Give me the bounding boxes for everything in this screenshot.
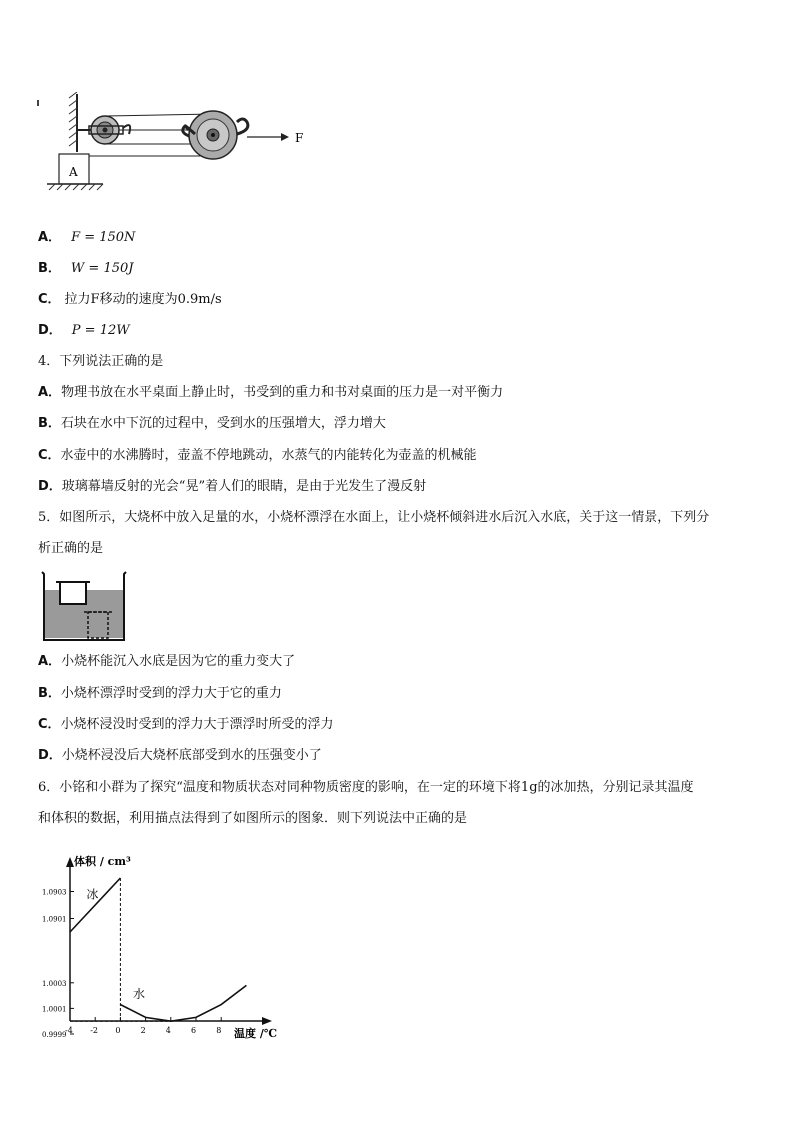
q5-option-a: A．小烧杯能沉入水底是因为它的重力变大了 <box>38 654 296 669</box>
x-tick-label: 4 <box>165 1026 171 1035</box>
stray-mark <box>37 100 39 106</box>
q5-option-c: C．小烧杯浸没时受到的浮力大于漂浮时所受的浮力 <box>38 717 334 732</box>
y-tick-label: 1.0903 <box>42 888 67 897</box>
force-label: F <box>295 131 304 145</box>
q3-option-c: C． 拉力F移动的速度为0.9m/s <box>38 292 222 307</box>
x-axis-arrow <box>262 1017 272 1025</box>
q5-option-b: B．小烧杯漂浮时受到的浮力大于它的重力 <box>38 686 282 701</box>
q4-option-c: C．水壶中的水沸腾时，壶盖不停地跳动，水蒸气的内能转化为壶盖的机械能 <box>38 448 477 463</box>
q3-option-a: A． F = 150N <box>38 230 136 245</box>
y-tick-label: 0.9999 <box>42 1031 67 1039</box>
beaker-figure <box>40 570 130 642</box>
ice-annotation: 冰 <box>86 887 99 902</box>
y-axis-arrow <box>66 857 74 867</box>
x-tick-label: 2 <box>140 1026 146 1035</box>
x-tick-label: -4 <box>65 1026 73 1035</box>
block-label: A <box>69 165 78 179</box>
q3-option-d: D． P = 12W <box>38 323 130 338</box>
x-axis-label: 温度 /℃ <box>234 1027 278 1040</box>
q4-option-b: B．石块在水中下沉的过程中，受到水的压强增大，浮力增大 <box>38 416 386 431</box>
volume-temperature-chart <box>30 845 300 1040</box>
q6-stem-line1: 6．小铭和小群为了探究“温度和物质状态对同种物质密度的影响，在一定的环境下将1g的冰加热，分别记录其温度 <box>38 780 694 795</box>
q4-stem: 4．下列说法正确的是 <box>38 354 164 369</box>
q4-option-d: D．玻璃幕墙反射的光会“晃”着人们的眼睛，是由于光发生了漫反射 <box>38 479 427 494</box>
y-tick-label: 1.0901 <box>42 915 67 924</box>
x-tick-label: 6 <box>191 1026 197 1035</box>
water-annotation: 水 <box>133 987 146 1002</box>
q3-option-b: B． W = 150J <box>38 261 134 276</box>
x-tick-label: -2 <box>90 1026 98 1035</box>
q6-stem-line2: 和体积的数据，利用描点法得到了如图所示的图象．则下列说法中正确的是 <box>38 811 468 826</box>
q5-stem-line1: 5．如图所示，大烧杯中放入足量的水，小烧杯漂浮在水面上，让小烧杯倾斜进水后沉入水底，关于这一情景，下列分 <box>38 510 710 525</box>
q5-stem-line2: 析正确的是 <box>38 541 104 556</box>
x-tick-label: 8 <box>216 1026 222 1035</box>
y-axis-label: 体积 / cm³ <box>74 855 131 868</box>
q5-option-d: D．小烧杯浸没后大烧杯底部受到水的压强变小了 <box>38 748 322 763</box>
x-tick-label: 0 <box>115 1026 121 1035</box>
pulley-figure <box>45 92 315 192</box>
q4-option-a: A．物理书放在水平桌面上静止时，书受到的重力和书对桌面的压力是一对平衡力 <box>38 385 504 400</box>
ice-line <box>70 878 120 932</box>
y-tick-label: 1.0001 <box>42 1005 67 1014</box>
y-tick-label: 1.0003 <box>42 979 67 988</box>
